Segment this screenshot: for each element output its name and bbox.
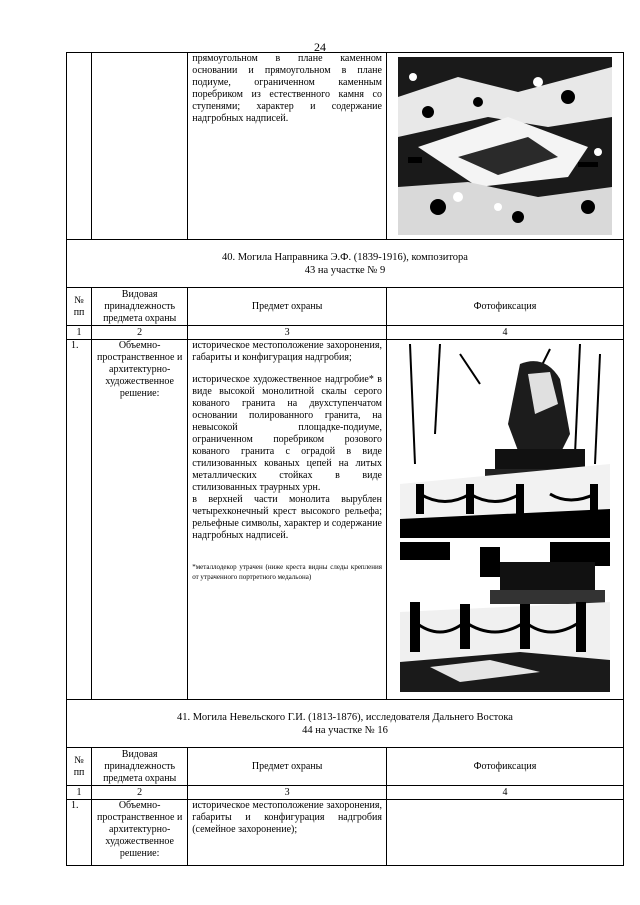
subject-para: историческое местоположение захоронения, габариты и конфигурация надгробия (семейное захоронение); [192, 800, 382, 835]
col-number: 3 [188, 326, 387, 340]
subject-cell [188, 53, 387, 240]
section-title-line2: 43 на участке № 9 [304, 264, 386, 276]
col-number: 1 [67, 786, 92, 800]
header-photo: Фотофиксация [386, 748, 623, 786]
subject-para: в верхней части монолита вырублен четырехконечный крест высокого рельефа; рельефные символы, характер и содержание надгробных надписей. [192, 494, 382, 541]
type-cell: Объемно-пространственное и архитектурно-художественное решение: [92, 340, 188, 700]
grave-photo [398, 57, 612, 235]
header-subject: Предмет охраны [188, 748, 387, 786]
column-number-row [67, 786, 624, 800]
photo-cell [386, 53, 623, 240]
row-number: 1. [67, 800, 92, 866]
subject-cell [188, 340, 387, 700]
photo-cell [386, 340, 623, 700]
col-number: 2 [92, 786, 188, 800]
photo-cell [386, 800, 623, 866]
section-title [67, 240, 624, 288]
col-number: 2 [92, 326, 188, 340]
header-row [67, 288, 624, 326]
monument-photo-bottom [400, 542, 610, 692]
table-row [67, 340, 624, 700]
col-number: 1 [67, 326, 92, 340]
header-type: Видовая принадлежность предмета охраны [92, 748, 188, 786]
footnote: *металлодекор утрачен (ниже креста видны следы крепления от утраченного портретного медальона) [192, 563, 382, 581]
section-title [67, 700, 624, 748]
section-title-line2: 44 на участке № 16 [302, 724, 388, 736]
row-number: 1. [67, 340, 92, 700]
header-num: № пп [67, 288, 92, 326]
header-subject: Предмет охраны [188, 288, 387, 326]
cell-empty [67, 53, 92, 240]
subject-para: историческое художественное надгробие* в виде высокой монолитной скалы серого кованого гранита на двухступенчатом основании полированного гранита, на невысокой площадке-подиуме, ограниченном поребриком розового кованого гранита с оградой в виде стилизованных кованых цепей на литых металлических стойках в виде стилизованных траурных урн. [192, 374, 382, 493]
subject-para: историческое местоположение захоронения, габариты и конфигурация надгробия; [192, 340, 382, 363]
type-cell: Объемно-пространственное и архитектурно-художественное решение: [92, 800, 188, 866]
col-number: 4 [386, 786, 623, 800]
protection-table [66, 52, 624, 866]
monument-photo-top [400, 344, 610, 538]
cell-empty [92, 53, 188, 240]
section-title-line1: 41. Могила Невельского Г.И. (1813-1876), исследователя Дальнего Востока [177, 711, 513, 723]
page-number: 24 [314, 40, 326, 54]
table-row [67, 53, 624, 240]
section-title-row [67, 700, 624, 748]
header-num: № пп [67, 748, 92, 786]
subject-cell [188, 800, 387, 866]
subject-text: прямоугольном в плане каменном основании и прямоугольном в плане подиуме, ограниченном каменным поребриком из естественного камня со ступенями; характер и содержание надгробных надписей. [192, 53, 382, 124]
header-row [67, 748, 624, 786]
table-row [67, 800, 624, 866]
header-photo: Фотофиксация [386, 288, 623, 326]
col-number: 3 [188, 786, 387, 800]
column-number-row [67, 326, 624, 340]
header-type: Видовая принадлежность предмета охраны [92, 288, 188, 326]
section-title-line1: 40. Могила Направника Э.Ф. (1839-1916), композитора [222, 251, 468, 263]
col-number: 4 [386, 326, 623, 340]
section-title-row [67, 240, 624, 288]
